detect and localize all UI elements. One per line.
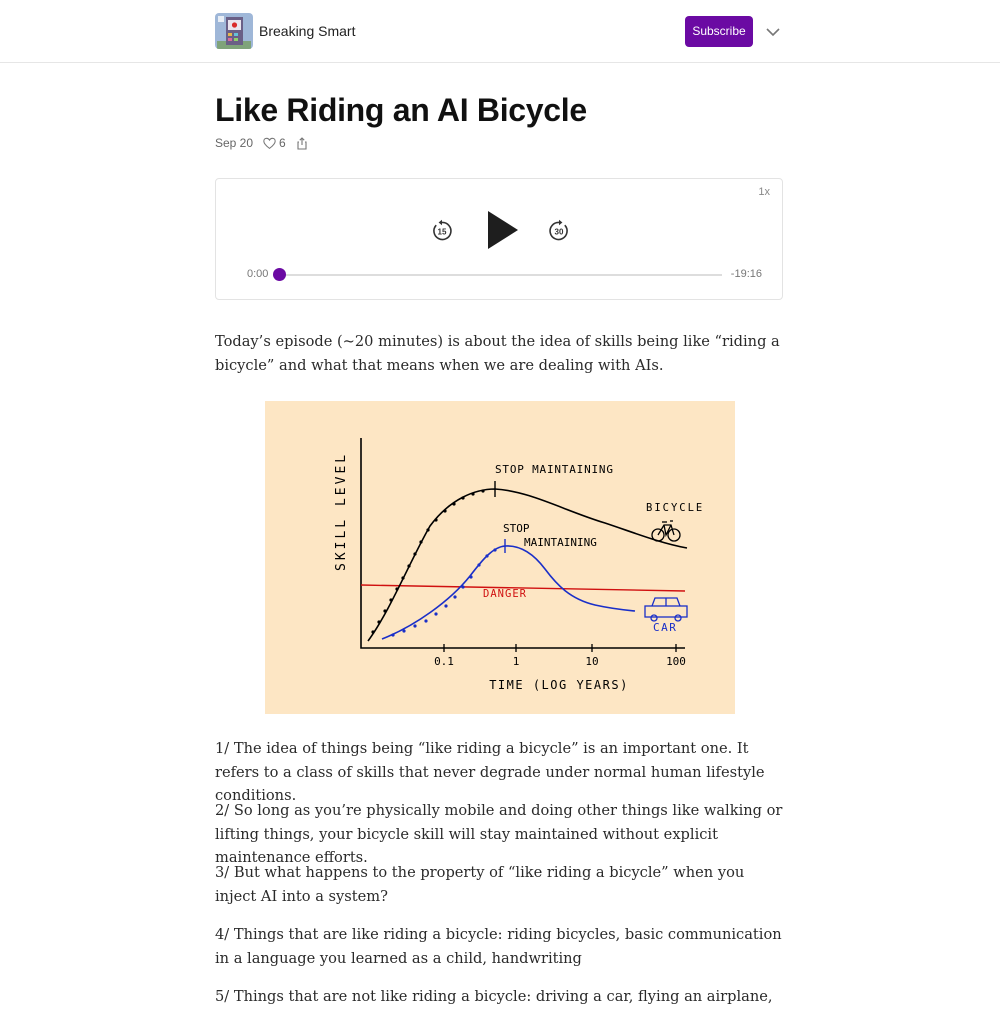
heart-icon[interactable]	[263, 137, 276, 150]
tick-label-100: 100	[666, 655, 686, 668]
paragraph-3: 3/ But what happens to the property of “like riding a bicycle” when you inject AI into a system?	[215, 864, 745, 905]
post-meta	[215, 135, 308, 151]
progress-track[interactable]	[278, 274, 722, 276]
skip-back-15-button[interactable]	[430, 219, 454, 243]
playback-speed-button[interactable]: 1x	[758, 186, 770, 198]
audio-player	[215, 178, 783, 300]
publication-logo[interactable]	[215, 13, 253, 49]
intro-paragraph: Today’s episode (~20 minutes) is about the idea of skills being like “riding a bicycle” and what that means when we are dealing with AIs.	[215, 333, 780, 374]
like-count: 6	[279, 136, 286, 150]
current-time: 0:00	[247, 268, 269, 280]
play-icon[interactable]	[484, 209, 520, 251]
chevron-down-icon[interactable]	[764, 23, 782, 41]
stop-label-car-2: MAINTAINING	[524, 536, 597, 549]
post-title: Like Riding an AI Bicycle	[215, 92, 587, 128]
stop-label-bicycle: STOP MAINTAINING	[495, 463, 614, 476]
paragraph-2: 2/ So long as you’re physically mobile and doing other things like walking or lifting things, your bicycle skill will stay maintained without explicit maintenance efforts.	[215, 802, 783, 866]
paragraph-4: 4/ Things that are like riding a bicycle: riding bicycles, basic communication in a language you learned as a child, handwriting	[215, 926, 782, 967]
publication-name[interactable]: Breaking Smart	[259, 23, 356, 39]
bicycle-label: BICYCLE	[646, 502, 705, 514]
paragraph-5: 5/ Things that are not like riding a bicycle: driving a car, flying an airplane,	[215, 988, 773, 1005]
remaining-time: -19:16	[730, 268, 762, 280]
share-icon[interactable]	[296, 137, 308, 150]
danger-label: DANGER	[483, 588, 527, 600]
tick-label-1: 1	[512, 655, 520, 668]
skip-back-label: 15	[437, 227, 447, 237]
tick-label-0-1: 0.1	[434, 655, 454, 668]
skill-decay-figure	[265, 401, 735, 714]
figure-ylabel: SKILL LEVEL	[334, 451, 349, 571]
stop-label-car-1: STOP	[503, 522, 530, 535]
skip-forward-30-button[interactable]	[547, 219, 571, 243]
figure-xlabel: TIME (LOG YEARS)	[489, 678, 629, 692]
bicycle-curve	[368, 489, 687, 641]
subscribe-button[interactable]: Subscribe	[685, 16, 753, 47]
progress-handle[interactable]	[273, 268, 286, 281]
bicycle-icon	[652, 521, 680, 541]
skip-forward-label: 30	[554, 227, 564, 237]
bicycle-maintenance-dots	[371, 489, 484, 633]
paragraph-1: 1/ The idea of things being “like riding a bicycle” is an important one. It refers to a class of skills that never degrade under normal human lifestyle conditions.	[215, 740, 765, 804]
car-icon	[645, 598, 687, 621]
tick-label-10: 10	[585, 655, 599, 668]
top-bar	[0, 0, 1000, 63]
car-label: CAR	[653, 621, 678, 634]
post-date: Sep 20	[215, 136, 254, 150]
